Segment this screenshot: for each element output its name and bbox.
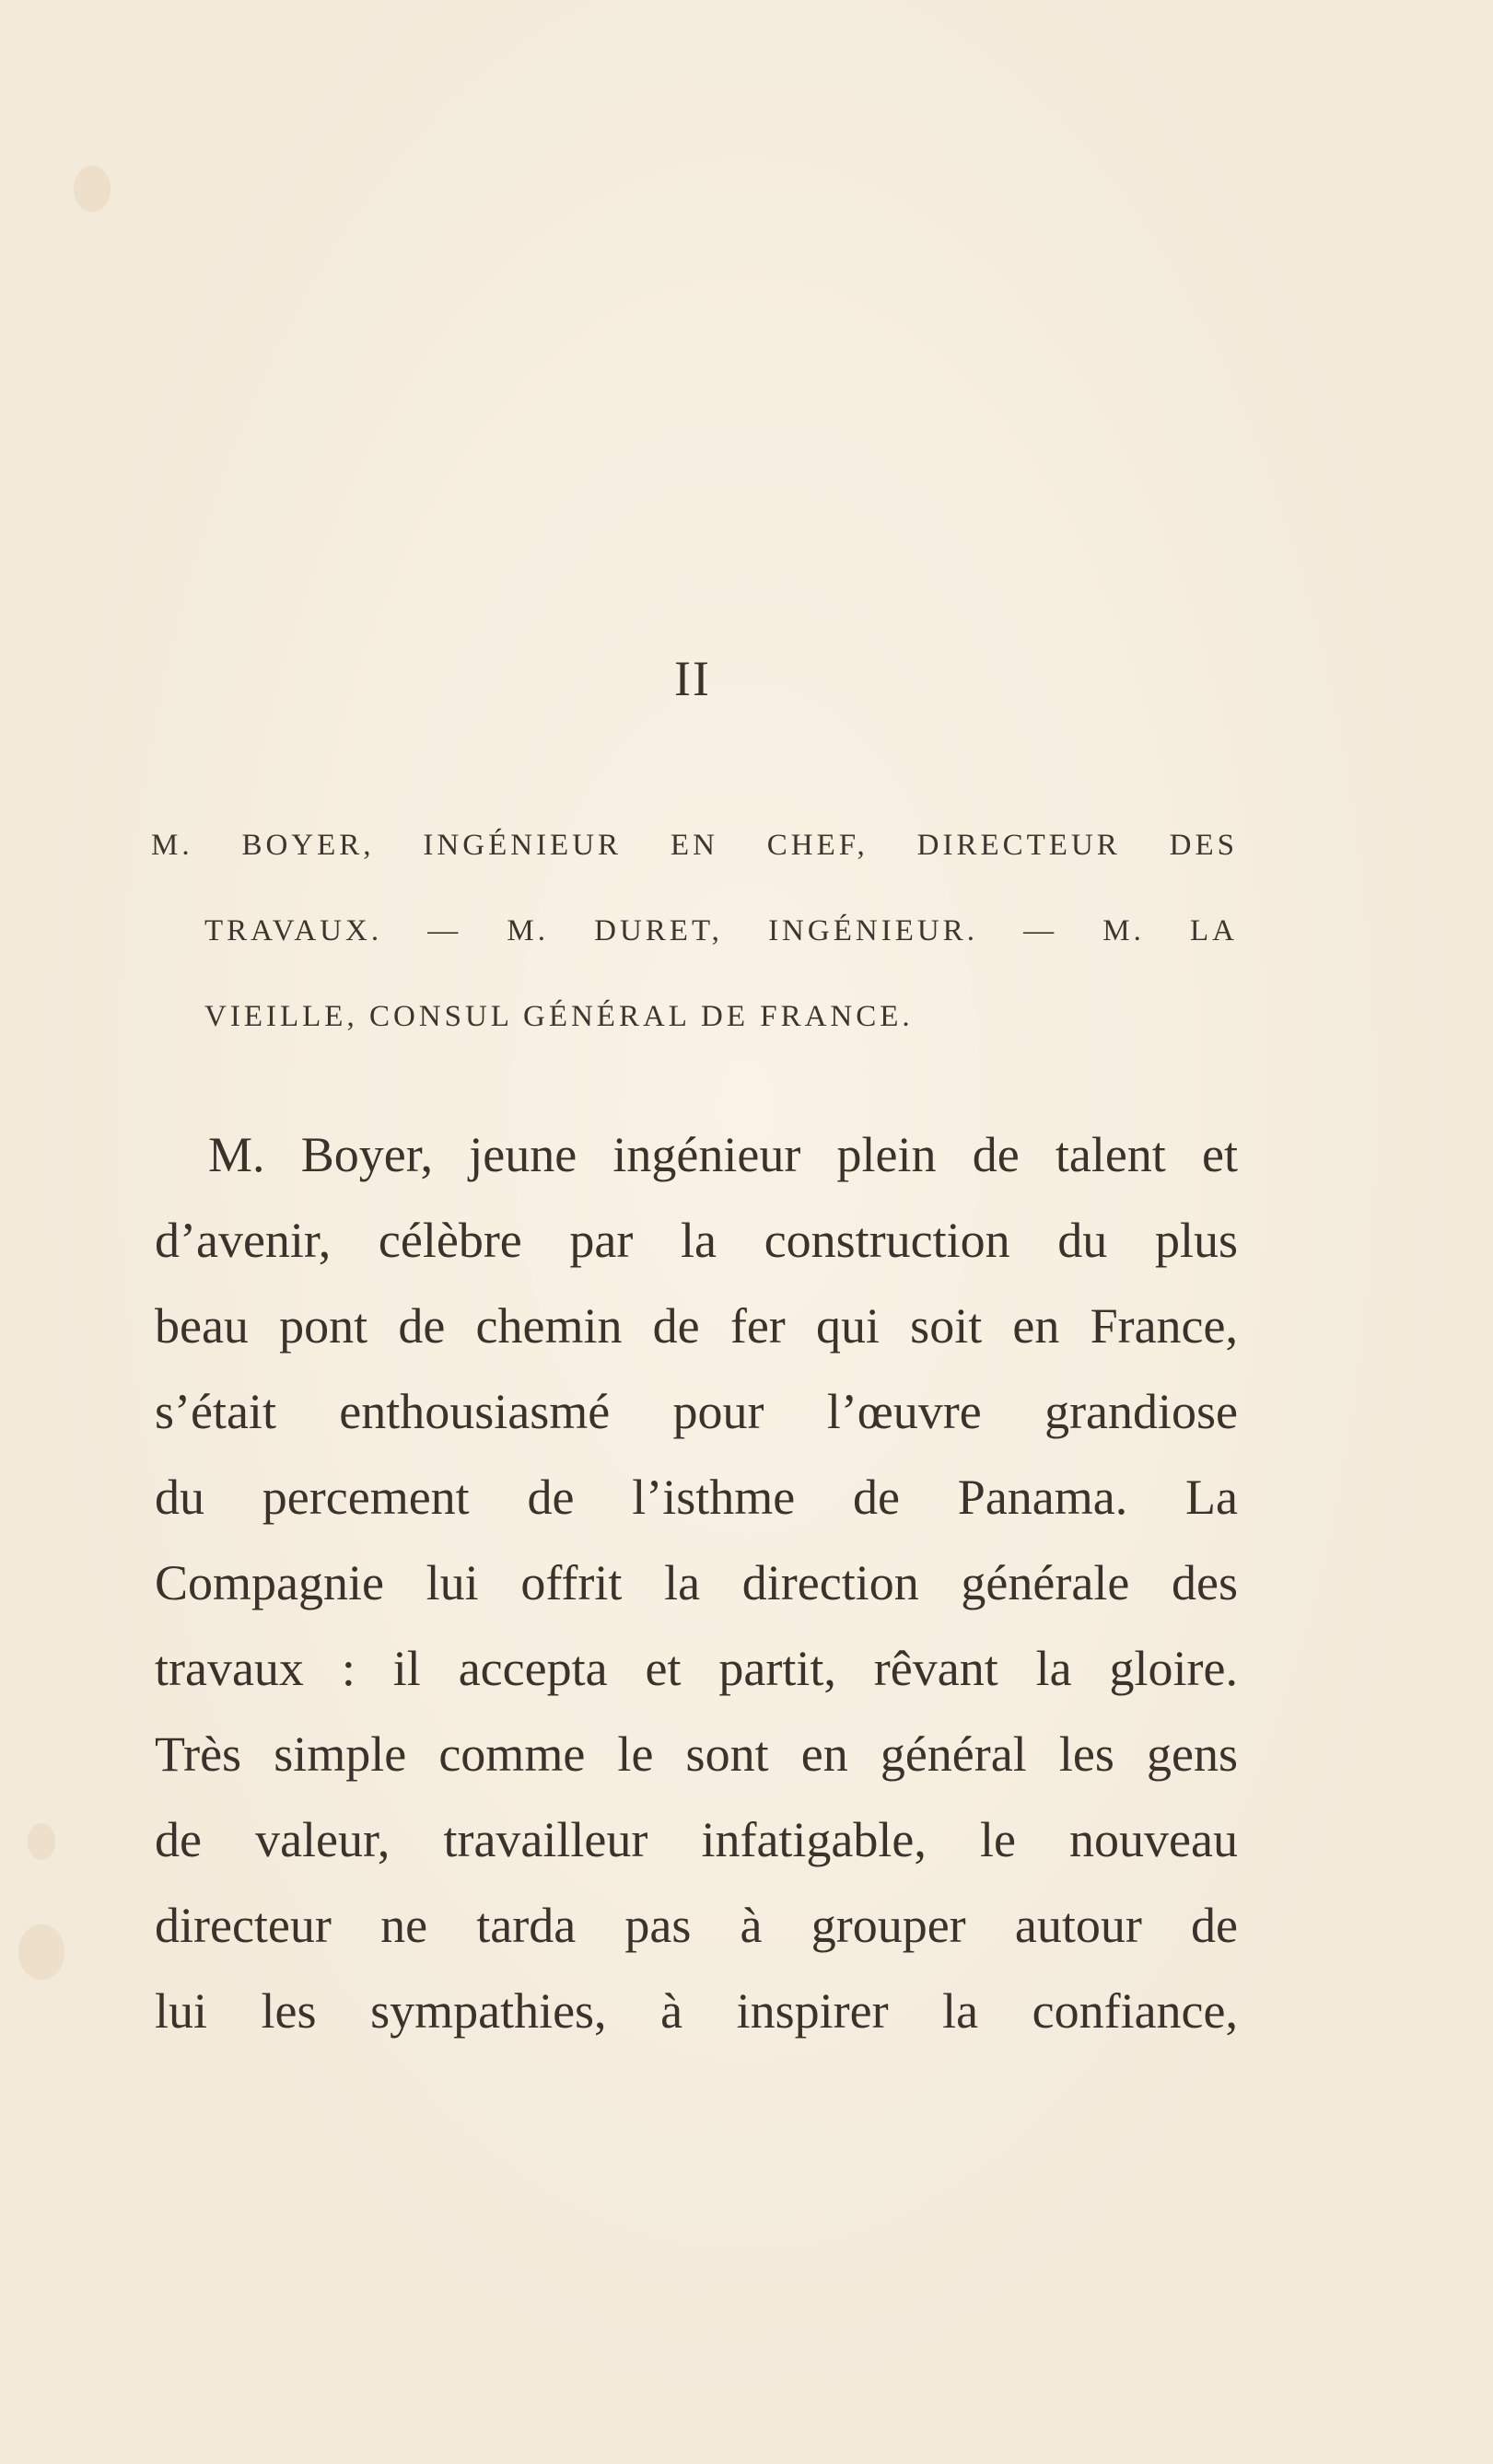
body-line: M. Boyer, jeune ingénieur plein de talent et (208, 1127, 1238, 1182)
paper-stain (28, 1823, 55, 1860)
body-line: travaux : il accepta et partit, rêvant la gloire. (155, 1641, 1238, 1696)
summary-line: VIEILLE, CONSUL GÉNÉRAL DE FRANCE. (204, 1000, 914, 1033)
body-line: Très simple comme le sont en général les gens (155, 1726, 1238, 1782)
body-line: directeur ne tarda pas à grouper autour de (155, 1898, 1238, 1953)
body-line: d’avenir, célèbre par la construction du plus (155, 1213, 1238, 1268)
body-line: beau pont de chemin de fer qui soit en France, (155, 1298, 1238, 1354)
paper-stain (18, 1924, 64, 1980)
summary-line: M. BOYER, INGÉNIEUR EN CHEF, DIRECTEUR DES (151, 829, 1238, 862)
summary-line: TRAVAUX. — M. DURET, INGÉNIEUR. — M. LA (204, 914, 1238, 947)
chapter-number: II (674, 651, 711, 706)
chapter-summary (151, 803, 1238, 1060)
body-paragraph (155, 1112, 1238, 2054)
body-line: lui les sympathies, à inspirer la confiance, (155, 1983, 1238, 2039)
body-line: Compagnie lui offrit la direction générale des (155, 1555, 1238, 1610)
body-line: de valeur, travailleur infatigable, le nouveau (155, 1812, 1238, 1867)
body-line: s’était enthousiasmé pour l’œuvre grandiose (155, 1384, 1238, 1439)
paper-stain (74, 166, 111, 212)
body-line: du percement de l’isthme de Panama. La (155, 1470, 1238, 1525)
